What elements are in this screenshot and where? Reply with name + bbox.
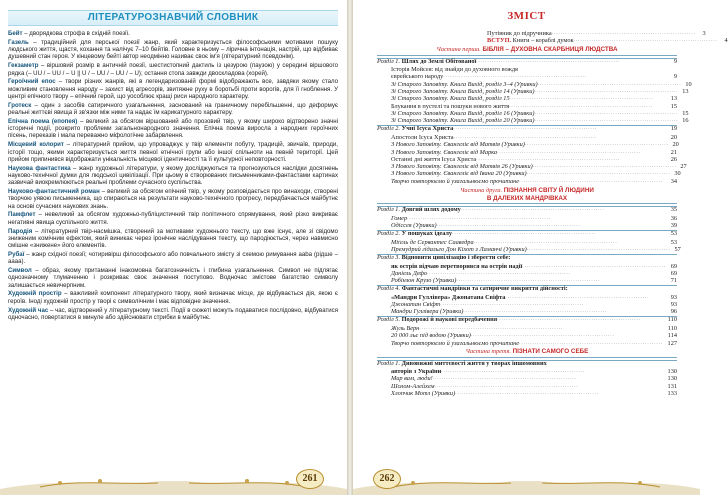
toc-entry-text: Жуль Верн [391, 324, 420, 332]
glossary-term: Наукова фантастика [8, 164, 71, 172]
toc-page-number: 131 [667, 382, 677, 390]
glossary-entry [8, 290, 338, 305]
toc-page-number: 35 [670, 206, 677, 214]
toc-chapter-row[interactable]: Розділ 5. Подорожі й наукові передбачення ................................................................ 110 [377, 316, 677, 324]
part-name: ПІЗНАТИ САМОГО СЕБЕ [512, 348, 589, 356]
glossary-definition: – великий за обсягом віршований або прозовий твір, у якому широко відтворено значні історичні події, розкрито проблеми загальнонародного значення. Епічна поема виросла з народних героїчних пісень, переказів і мала переважно міфологічне забарвлення. [8, 117, 338, 140]
part-label: Частина перша. [436, 46, 481, 54]
toc-row[interactable]: Жуль Верн ................................................................ 110 [377, 325, 677, 332]
toc-page-number: 26 [670, 155, 677, 163]
chapter-title-line2: авторів з України [391, 368, 442, 376]
toc-page-number: 127 [667, 339, 677, 347]
toc-row[interactable]: Зі Старого Заповіту. Книга Вихід, розділ 16 (Уривки) ................................................................ 15 [377, 110, 677, 117]
toc-entry-text: Останні дні життя Ісуса Христа [391, 155, 477, 163]
chapter-label: Розділ 3. [377, 254, 401, 262]
toc-entry-text: З Нового Заповіту. Євангеліє від Матвія 26 (Уривки) [391, 163, 533, 171]
toc-row[interactable]: Творчо повторюємо й узагальнюємо прочитане ................................................................ 34 [377, 178, 677, 185]
left-page [0, 0, 347, 495]
glossary-term: Епічна поема (епопея) [8, 117, 78, 125]
glossary-entry [8, 307, 338, 322]
toc-page-number: 20 [672, 141, 679, 149]
toc-row[interactable]: Зі Старого Заповіту. Книга Вихід, розділ 15 ................................................................ 13 [377, 95, 677, 102]
page-number-right: 262 [373, 469, 401, 489]
toc-chapter-row[interactable]: Розділ 2. Учні Ісуса Христа ................................................................ 19 [377, 125, 677, 133]
toc-entry-text: Даніель Дефо [391, 269, 428, 277]
right-footer-ornament [353, 459, 700, 495]
toc-page-number: 13 [682, 87, 689, 95]
glossary-definition: – важливий компонент літературного твору, який визначає місце, де відбувається дія, якою є героїв. Іноді художній простір у творі є символічним і має відповідне значення. [8, 290, 339, 305]
page-number-left: 261 [296, 469, 324, 489]
glossary-entry [8, 62, 338, 77]
glossary-definition: – традиційний для перської поезії жанр, який характеризується філософськими мотивами пошуку людського життя, щастя, кохання та налічує 7–10 бейтів. Головне в ньому – лірична інтонація, настрій, що відбиває душевний стан героя. У кінцевому бейті автор неодмінно називає своє ім'я (літературний псевдонім). [8, 38, 338, 61]
toc-page-number: 15 [682, 109, 689, 117]
glossary-definition: – великий за обсягом епічний твір, у якому розповідається про винаходи, створені творчою уявою письменника, що спираються на результати науково-технічного прогресу, передбачається майбутнє на основі сучасних наукових знань. [8, 188, 338, 210]
glossary-term: Бейт [8, 30, 23, 37]
toc-page-number: 9 [673, 73, 677, 81]
toc-row[interactable]: Зі Старого Заповіту. Книга Вихід, розділ 14 (Уривки) ................................................................ 13 [377, 88, 677, 95]
toc-page-number: 19 [670, 125, 677, 133]
toc-page-number: 30 [674, 170, 681, 178]
chapter-title-line2: «Мандри Гуллівера» Джонатана Свіфта [391, 293, 506, 301]
toc-row[interactable]: Робінзон Крузо (Уривки) ................................................................ 71 [377, 277, 677, 284]
toc-row[interactable]: Блукання в пустелі та пошуки нового життя ................................................................ 15 [377, 103, 677, 110]
glossary-entry [8, 78, 338, 100]
toc-page-number: 93 [670, 293, 677, 301]
glossary-entry [8, 39, 338, 61]
part-label: Частина друга. [460, 186, 503, 194]
toc-entry-text: Творчо повторюємо й узагальнюємо прочитане [391, 339, 520, 347]
chapter-title: У пошуках ідеалу [400, 230, 453, 238]
chapter-label: Розділ 1. [377, 359, 401, 367]
toc-page-number: 4 [724, 37, 728, 45]
toc-entry-text: єврейського народу [391, 73, 444, 81]
left-footer-ornament [0, 459, 347, 495]
chapter-label: Розділ 1. [377, 57, 401, 65]
chapter-title: Подорожі й наукові передбачення [400, 316, 498, 324]
part-label: Частина третя. [465, 348, 511, 356]
glossary-term: Гекзаметр [8, 62, 39, 70]
part-heading [377, 46, 677, 56]
glossary-term: Газель [8, 38, 29, 46]
chapter-title: Дивовижні миттєвості життя у творах іншомовних [400, 359, 547, 367]
glossary-definition: – час, відтворений у літературному тексті. Події в сюжеті можуть подаватися послідовно, відбуватися одночасно, повертатися в минуле або здійснювати стрибки в майбутнє. [8, 306, 339, 321]
toc-chapter-row[interactable]: Розділ 1. Шлях до Землі Обітованої ................................................................ 9 [377, 57, 677, 65]
toc-row[interactable]: Мир вам, люди! ................................................................ 130 [377, 375, 677, 382]
glossary-term: Пародія [8, 227, 33, 235]
toc-row[interactable]: Останні дні життя Ісуса Христа ................................................................ 26 [377, 156, 677, 163]
glossary-entry [8, 251, 338, 266]
toc-page-number: 10 [685, 80, 692, 88]
toc-entry-text: Міґель де Сервантес Сааведра [391, 238, 474, 246]
chapter-title-line2: як острів відчаю перетворився на острів надії [391, 262, 523, 270]
toc-page-number: 53 [670, 238, 677, 246]
chapter-title: Відновити цивілізацію і зберегти себе: [400, 254, 511, 262]
toc-page-number: 34 [670, 177, 677, 185]
toc-row[interactable] [377, 66, 677, 73]
glossary-entry [8, 211, 338, 226]
glossary-term: Символ [8, 267, 32, 274]
chapter-label: Розділ 4. [377, 285, 401, 293]
toc-row[interactable]: Шолом-Алейхем ................................................................ 131 [377, 383, 677, 390]
glossary-definition: – невеликий за обсягом художньо-публіцистичний твір політичного спрямування, який різко викриває негативні явища суспільного життя. [8, 211, 338, 226]
toc-page-number: 3 [702, 30, 706, 37]
toc-entry-text: Премудрий гідальго Дон Кіхот з Ламанчі (Уривки) [391, 245, 527, 253]
glossary-term: Памфлет [8, 211, 36, 219]
toc-entry-text: Гомер [391, 214, 408, 222]
toc-row[interactable]: ВСТУП. Книги – кораблі думок ................................................................ 4 [487, 37, 728, 45]
toc-page-number: 13 [670, 95, 677, 103]
toc-chapter-row-continued[interactable]: авторів з України ................................................................ 130 [377, 368, 677, 375]
toc-row[interactable]: З Нового Заповіту. Євангеліє від Матвія 26 (Уривки) ................................................................ 27 [377, 163, 677, 170]
toc-chapter-row[interactable] [377, 360, 677, 369]
glossary-term: Рубаї [8, 250, 25, 258]
toc-row[interactable]: Премудрий гідальго Дон Кіхот з Ламанчі (Уривки) ................................................................ 57 [377, 246, 677, 253]
toc-page-number: 36 [670, 214, 677, 222]
toc-row[interactable]: З Нового Заповіту. Євангеліє від Івана 20 (Уривки) ................................................................ 30 [377, 170, 677, 177]
part-name: ПІЗНАННЯ СВІТУ Й ЛЮДИНИ [503, 186, 594, 194]
chapter-title: Фантастичні мандрівки та сатиричне викриття дійсності: [400, 285, 568, 293]
toc-entry-text: З Нового Заповіту. Євангеліє від Матвія (Уривки) [391, 141, 525, 149]
glossary-term: Героїчний епос [8, 78, 56, 86]
toc-page-number: 39 [670, 221, 677, 229]
toc-page-number: 130 [667, 375, 677, 383]
glossary-entry [8, 165, 338, 187]
toc-entry-text: Шолом-Алейхем [391, 382, 435, 390]
toc-row[interactable]: Мандри Гуллівера (Уривки) ................................................................ 96 [377, 308, 677, 315]
toc-page-number: 93 [670, 300, 677, 308]
toc-chapter-row[interactable]: Розділ 2. У пошуках ідеалу ................................................................ 53 [377, 230, 677, 238]
glossary-entry [8, 118, 338, 140]
toc-entry-text: Зі Старого Заповіту. Книга Вихід, розділ 15 [391, 95, 510, 103]
glossary-definition: – віршовий розмір в античній поезії, шестистопний дактиль із цезурою (паузою) у середині віршового рядка (– UU / – UU / – U || U / – UU / – UU / – U); остання стопа завжди двоскладова (хорей). [8, 62, 338, 77]
toc-row[interactable]: Міґель де Сервантес Сааведра ................................................................ 53 [377, 239, 677, 246]
toc-page-number: 9 [673, 57, 677, 65]
toc-entry-text: Зі Старого Заповіту. Книга Вихід, розділ 14 (Уривки) [391, 87, 535, 95]
toc-entry-text: Блукання в пустелі та пошуки нового життя [391, 102, 510, 110]
glossary-term: Гротеск [8, 101, 32, 109]
toc-entry-text: Зі Старого Заповіту. Книга Вихід, розділ 3–4 (Уривки) [391, 80, 538, 88]
glossary-entry [8, 267, 338, 289]
toc-page-number: 110 [667, 324, 677, 332]
chapter-title: Довгий шлях додому [400, 206, 461, 214]
glossary-title: ЛІТЕРАТУРОЗНАВЧИЙ СЛОВНИК [8, 10, 338, 26]
toc-page-number: 53 [670, 230, 677, 238]
chapter-label: Розділ 1. [377, 206, 401, 214]
toc-row[interactable]: Джонатан Свіфт ................................................................ 93 [377, 301, 677, 308]
intro-label: ВСТУП. [487, 37, 512, 45]
toc-page-number: 21 [670, 148, 677, 156]
glossary-definition: – літературний твір-насмішка, створений за мотивами художнього тексту, що вже існує, але зі свідомо зниженим комічним ефектом, який виникає через іронічне наслідування тексту, що пародіюється, через навмисно смішне «знижене» його елементів. [8, 227, 338, 250]
glossary-entry [8, 228, 338, 250]
table-of-contents [377, 30, 728, 397]
toc-entry-text: Апостоли Ісуса Христа [391, 133, 454, 141]
toc-entry-text: Історія Мойсея: від знайди до духовного вождя [391, 66, 518, 74]
toc-row[interactable]: єврейського народу ................................................................ 9 [377, 73, 677, 80]
right-page [353, 0, 728, 495]
toc-chapter-row[interactable]: Розділ 1. Довгий шлях додому ................................................................ 35 [377, 206, 677, 214]
chapter-title: Шлях до Землі Обітованої [400, 57, 477, 65]
glossary-definition: – жанр художньої літератури, у якому досліджуються та прогнозуються наслідки досягнень науково-технічної думки для людської цивілізації. При цьому в створюваних письменниками-фантастами картинах зазвичай виокремлюються реальні проблеми сучасного суспільства. [8, 164, 338, 187]
chapter-label: Розділ 2. [377, 125, 401, 133]
toc-row[interactable]: Хлопчик Мотл (Уривки) ................................................................ 133 [377, 390, 677, 397]
toc-chapter-row[interactable] [377, 254, 677, 263]
toc-row[interactable]: З Нового Заповіту. Євангеліє від Марка ................................................................ 21 [377, 149, 677, 156]
toc-row[interactable]: Зі Старого Заповіту. Книга Вихід, розділ 20 (Уривки) ................................................................ 16 [377, 117, 677, 124]
toc-row[interactable]: З Нового Заповіту. Євангеліє від Матвія (Уривки) ................................................................ 20 [377, 141, 677, 148]
toc-entry-text: З Нового Заповіту. Євангеліє від Івана 20 (Уривки) [391, 170, 527, 178]
toc-entry-text: 20 000 льє під водою (Уривки) [391, 332, 471, 340]
toc-page-number: 69 [670, 269, 677, 277]
glossary-definition: – літературний прийом, що упроваджує у твір елементи побуту, традицій, звичаїв, природи, історії тощо, якими характеризується життя певної етнічної групи або іншої спільноти на певній території. Цей прийом припинився відображати унікальність місцевої ідентичності та її культурної неповторності. [8, 141, 338, 163]
glossary-definition: – жанр східної поезії; чотиривірш філософського або повчального змісту зі схемою римування aaba (рідше – aaaa). [8, 250, 338, 266]
glossary-body [8, 30, 338, 323]
glossary-definition: – твори різних жанрів, які в легендаризованій формі відображають все, завдяки якому стало можливим становлення народу – захист від агресорів, звитяжне руху в боротьбі проти ворогів, для її гноблення. У центрі епічного твору – епічний герой, що уособлює кращі риси народного характеру. [8, 78, 338, 100]
toc-row[interactable]: Гомер ................................................................ 36 [377, 215, 677, 222]
toc-page-number: 16 [682, 117, 689, 125]
toc-row[interactable]: Путівник до підручника ................................................................ 3 [487, 30, 706, 37]
toc-page-number: 27 [680, 163, 687, 171]
toc-chapter-row[interactable] [377, 285, 677, 294]
part-name: БІБЛІЯ – ДУХОВНА СКАРБНИЦЯ ЛЮДСТВА [482, 46, 618, 54]
glossary-entry [8, 188, 338, 210]
toc-entry-text: Книги – кораблі думок [511, 37, 574, 45]
toc-entry-text: Робінзон Крузо (Уривки) [391, 277, 457, 285]
glossary-definition: – один з засобів сатиричного узагальнення, заснований на граничному перебільшенні, що деформує реальні життєві явища й зв'язки між ними та надає їм карикатурного характеру. [8, 101, 338, 116]
toc-page-number: 20 [670, 133, 677, 141]
toc-entry-text: З Нового Заповіту. Євангеліє від Марка [391, 148, 498, 156]
toc-page-number: 110 [667, 316, 677, 324]
toc-entry-text: Одіссея (Уривки) [391, 221, 437, 229]
toc-row[interactable]: Апостоли Ісуса Христа ................................................................ 20 [377, 134, 677, 141]
glossary-entry [8, 30, 338, 37]
chapter-label: Розділ 2. [377, 230, 401, 238]
glossary-term: Художній час [8, 306, 49, 314]
part-heading [377, 187, 677, 205]
toc-row[interactable]: 20 000 льє під водою (Уривки) ................................................................ 114 [377, 332, 677, 339]
toc-page-number: 69 [670, 262, 677, 270]
glossary-entry [8, 102, 338, 117]
toc-entry-text: Мандри Гуллівера (Уривки) [391, 308, 464, 316]
toc-row[interactable]: Даніель Дефо ................................................................ 69 [377, 270, 677, 277]
part-name-line2: В ДАЛЕКИХ МАНДРІВКАХ [486, 195, 568, 203]
toc-entry-text: Джонатан Свіфт [391, 300, 441, 308]
toc-page-number: 71 [670, 277, 677, 285]
chapter-title: Учні Ісуса Христа [400, 125, 454, 133]
glossary-term: Місцевий колорит [8, 141, 64, 149]
toc-entry-text: Зі Старого Заповіту. Книга Вихід, розділ 20 (Уривки) [391, 117, 535, 125]
contents-title: ЗМІСТ [507, 10, 546, 22]
glossary-term: Художній простір [8, 290, 62, 298]
toc-row[interactable]: Творчо повторюємо й узагальнюємо прочитане ................................................................ 127 [377, 340, 677, 347]
glossary-definition: – образ, якому притаманні інакомовна багатозначність і глибина узагальнення. Символ не підлягає однозначному тлумаченню і розкриває своє значення поступово. Водночас змістове багатство символу залишається невичерпним. [8, 267, 338, 289]
toc-row[interactable]: Одіссея (Уривки) ................................................................ 39 [377, 222, 677, 229]
chapter-label: Розділ 5. [377, 316, 401, 324]
part-heading [377, 348, 677, 358]
glossary-definition: – дворядкова строфа в східній поезії. [22, 30, 130, 37]
toc-page-number: 114 [667, 332, 677, 340]
glossary-entry [8, 141, 338, 163]
toc-entry-text: Творчо повторюємо й узагальнюємо прочитане [391, 177, 520, 185]
toc-page-number: 133 [667, 389, 677, 397]
toc-chapter-row-continued[interactable]: як острів відчаю перетворився на острів надії ................................................................ 69 [377, 263, 677, 270]
toc-page-number: 15 [670, 102, 677, 110]
toc-entry-text: Мир вам, люди! [391, 375, 433, 383]
toc-chapter-row-continued[interactable]: «Мандри Гуллівера» Джонатана Свіфта ................................................................ 93 [377, 294, 677, 301]
glossary-term: Науково-фантастичний роман [8, 188, 100, 195]
toc-entry-text: Зі Старого Заповіту. Книга Вихід, розділ 16 (Уривки) [391, 109, 535, 117]
toc-entry-text: Путівник до підручника [487, 30, 552, 37]
toc-page-number: 130 [667, 368, 677, 376]
toc-page-number: 96 [670, 308, 677, 316]
toc-page-number: 57 [674, 245, 681, 253]
toc-entry-text: Хлопчик Мотл (Уривки) [391, 389, 456, 397]
toc-row[interactable]: Зі Старого Заповіту. Книга Вихід, розділ 3–4 (Уривки) ................................................................ 10 [377, 81, 677, 88]
